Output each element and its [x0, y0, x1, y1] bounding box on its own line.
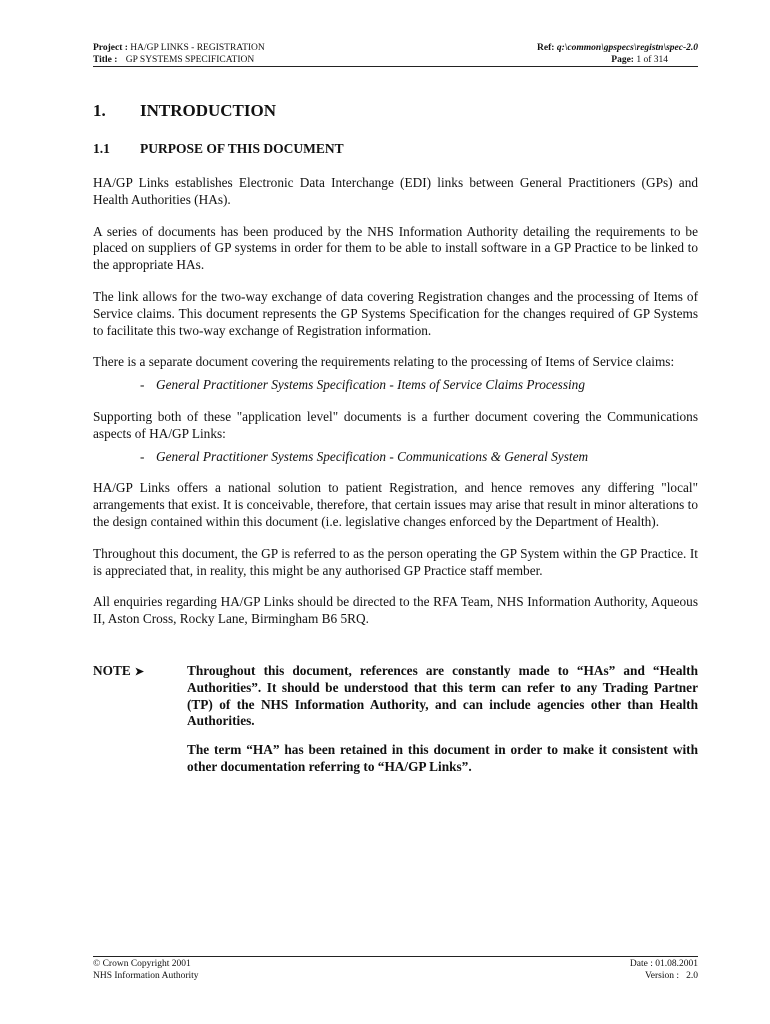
- section-heading: [93, 100, 698, 122]
- title-value: GP SYSTEMS SPECIFICATION: [125, 54, 255, 65]
- bullet-dash: -: [140, 377, 145, 393]
- page-footer: [93, 959, 698, 982]
- arrow-icon: ➤: [134, 665, 144, 678]
- project-line: [93, 43, 265, 55]
- bullet-1: [140, 377, 698, 394]
- note-label: NOTE: [93, 662, 131, 678]
- date-value: 01.08.2001: [655, 959, 698, 969]
- paragraph-7: Throughout this document, the GP is referred to as the person operating the GP System within the GP Practice. It is appreciated that, in reality, this might be any authorised GP Practice staff member.: [93, 545, 698, 578]
- date-label: Date :: [629, 959, 653, 969]
- section-title: INTRODUCTION: [140, 101, 277, 120]
- title-label: Title :: [93, 54, 118, 65]
- bullet-dash: -: [140, 448, 145, 464]
- subsection-number: 1.1: [93, 141, 110, 156]
- note-lead: [93, 663, 187, 788]
- paragraph-6: HA/GP Links offers a national solution to patient Registration, and hence removes any differing "local" arrangements that exist. It is conceivable, therefore, that certain issues may arise that result in minor alterations to the design contained within this document (i.e. legislative changes enforced by the Department of Health).: [93, 480, 698, 529]
- subsection-heading: [93, 140, 698, 158]
- document-body: [93, 100, 698, 788]
- bullet-text: General Practitioner Systems Specification - Communications & General System: [156, 448, 589, 464]
- paragraph-2: A series of documents has been produced by the NHS Information Authority detailing the requirements to be placed on suppliers of GP systems in order for them to be able to install software in a GP Practice to be linked to the appropriate HAs.: [93, 223, 698, 273]
- paragraph-4: There is a separate document covering the requirements relating to the processing of Items of Service claims:: [93, 354, 675, 370]
- project-label: Project :: [93, 43, 128, 53]
- date-line: [630, 959, 698, 971]
- version-line: [645, 971, 698, 983]
- page-value: 1 of 314: [636, 54, 668, 65]
- bullet-2: [140, 449, 698, 466]
- paragraph-3: The link allows for the two-way exchange of data covering Registration changes and the processing of Items of Service claims. This document represents the GP Systems Specification for the changes required of GP Systems to facilitate this two-way exchange of Registration information.: [93, 288, 698, 338]
- page-header: [93, 43, 698, 66]
- project-value: HA/GP LINKS - REGISTRATION: [130, 43, 265, 53]
- organisation: NHS Information Authority: [93, 970, 199, 981]
- ref-value: q:\common\gpspecs\registn\spec-2.0: [556, 43, 698, 53]
- ref-label: Ref:: [537, 43, 555, 53]
- footer-rule: [93, 956, 698, 957]
- subsection-title: PURPOSE OF THIS DOCUMENT: [140, 141, 344, 156]
- note-content: [187, 663, 698, 788]
- header-rule: [93, 66, 698, 67]
- ref-line: [537, 43, 698, 55]
- paragraph-1: HA/GP Links establishes Electronic Data Interchange (EDI) links between General Practitioners (GPs) and Health Authorities (HAs).: [93, 175, 698, 207]
- title-line: [93, 55, 254, 67]
- page-label: Page:: [611, 54, 634, 65]
- note-paragraph-2: The term “HA” has been retained in this document in order to make it consistent with other documentation referring to “HA/GP Links”.: [187, 742, 698, 774]
- paragraph-8: All enquiries regarding HA/GP Links should be directed to the RFA Team, NHS Information Authority, Aqueous II, Aston Cross, Rocky Lane, Birmingham B6 5RQ.: [93, 594, 698, 627]
- paragraph-5: Supporting both of these "application level" documents is a further document covering the Communications aspects of HA/GP Links:: [93, 408, 698, 441]
- copyright: © Crown Copyright 2001: [93, 959, 191, 969]
- bullet-text: General Practitioner Systems Specification - Items of Service Claims Processing: [156, 377, 585, 393]
- page-line: [611, 55, 698, 67]
- section-number: 1.: [93, 101, 106, 120]
- version-label: Version :: [644, 970, 679, 981]
- note-block: [93, 663, 698, 788]
- version-value: 2.0: [686, 970, 698, 981]
- note-paragraph-1: Throughout this document, references are constantly made to “HAs” and “Health Authorities”. It should be understood that this term can refer to any Trading Partner (TP) of the NHS Information Authority, and can include agencies other than Health Authorities.: [187, 662, 698, 729]
